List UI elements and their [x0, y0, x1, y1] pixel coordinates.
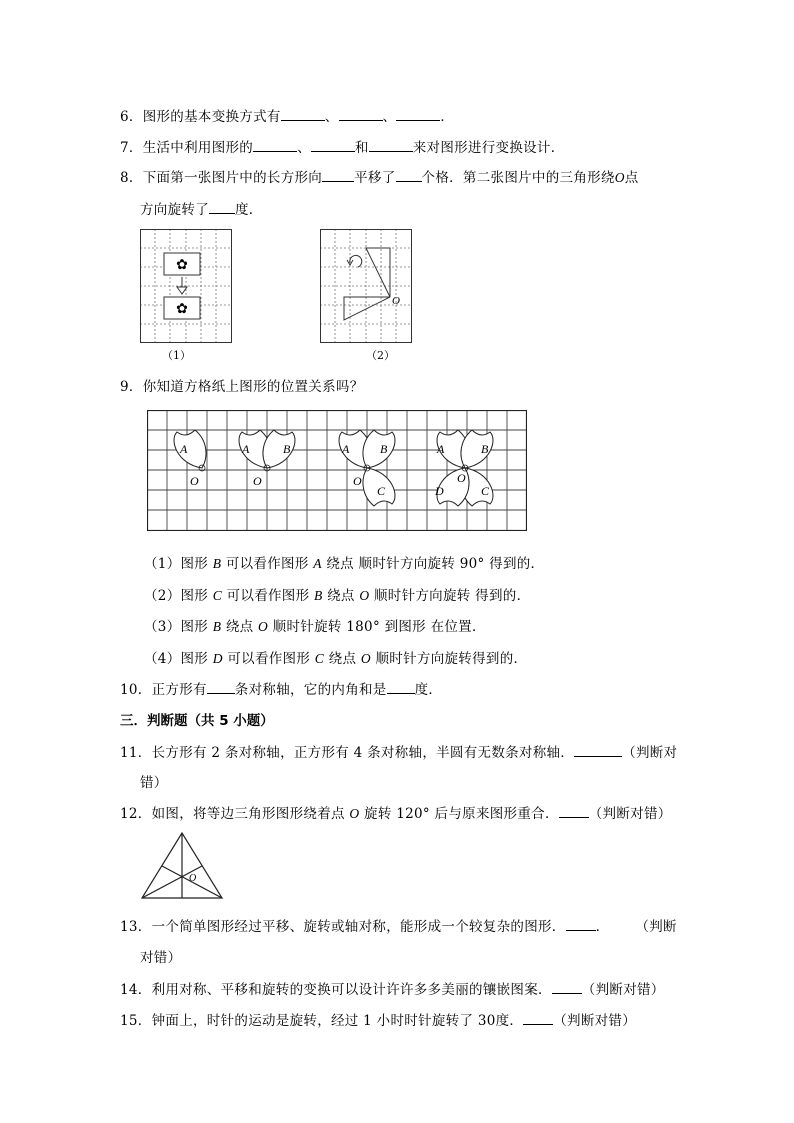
label-o: O: [353, 474, 362, 488]
label-b: B: [481, 442, 489, 456]
answer-blank[interactable]: [322, 169, 354, 182]
rotation-grid-figure: [320, 229, 412, 343]
figure-caption: （1）: [162, 349, 191, 362]
question-number: 13．: [120, 919, 152, 935]
answer-blank[interactable]: [552, 981, 582, 994]
question-9-sub-1: （1）图形 B 可以看作图形 A 绕点 顺时针方向旋转 90° 得到的．: [144, 556, 545, 572]
label-c: C: [481, 484, 490, 498]
translation-grid-figure: [140, 229, 232, 343]
svg-text:✿: ✿: [176, 301, 188, 317]
point-o-label: O: [189, 873, 197, 884]
question-number: 15．: [120, 1013, 152, 1029]
label-b: B: [283, 442, 291, 456]
question-9-sub-4: （4）图形 D 可以看作图形 C 绕点 O 顺时针方向旋转得到的．: [144, 651, 528, 667]
figure-caption: （2）: [366, 349, 395, 362]
point-o-label: O: [392, 295, 400, 307]
question-13: 13．一个简单图形经过平移、旋转或轴对称，能形成一个较复杂的图形． ． （判断: [120, 919, 677, 935]
answer-blank[interactable]: [209, 201, 235, 214]
answer-blank[interactable]: [207, 681, 235, 694]
question-12: 12．如图，将等边三角形图形绕着点 O 旋转 120° 后与原来图形重合． （判断对错）: [120, 806, 672, 822]
label-a: A: [342, 442, 350, 456]
question-9-sub-3: （3）图形 B 绕点 O 顺时针旋转 180° 到图形 在位置．: [144, 619, 486, 635]
question-number: 8．: [120, 170, 143, 186]
question-13-line2: 对错）: [140, 950, 182, 966]
label-a: A: [437, 442, 445, 456]
answer-blank[interactable]: [311, 139, 355, 152]
question-14: 14．利用对称、平移和旋转的变换可以设计许许多多美丽的镶嵌图案． （判断对错）: [120, 982, 665, 998]
answer-blank[interactable]: [253, 139, 297, 152]
question-8-line2: 方向旋转了 度．: [140, 202, 263, 218]
label-o: O: [457, 471, 466, 485]
question-number: 10．: [120, 682, 152, 698]
label-b: B: [380, 442, 388, 456]
question-number: 14．: [120, 982, 152, 998]
svg-text:✿: ✿: [176, 257, 188, 273]
label-a: A: [242, 442, 250, 456]
question-15: 15．钟面上，时针的运动是旋转，经过 1 小时时针旋转了 30度． （判断对错）: [120, 1013, 637, 1029]
question-10: 10．正方形有 条对称轴，它的内角和是 度．: [120, 682, 443, 698]
label-d: D: [435, 484, 444, 498]
label-o: O: [253, 474, 262, 488]
label-c: C: [377, 484, 386, 498]
question-number: 11．: [120, 745, 152, 761]
answer-blank[interactable]: [339, 108, 383, 121]
equilateral-triangle-figure: [140, 831, 224, 901]
label-a: A: [180, 442, 188, 456]
question-number: 12．: [120, 806, 152, 822]
question-9: 9．你知道方格纸上图形的位置关系吗？: [120, 379, 364, 395]
answer-blank[interactable]: [369, 139, 413, 152]
question-11-line2: 错）: [140, 775, 168, 791]
answer-blank[interactable]: [387, 681, 415, 694]
question-7: 7．生活中利用图形的 、 和 来对图形进行变换设计．: [120, 140, 565, 156]
answer-blank[interactable]: [523, 1012, 553, 1025]
answer-blank[interactable]: [281, 108, 325, 121]
answer-blank[interactable]: [396, 169, 422, 182]
question-9-sub-2: （2）图形 C 可以看作图形 B 绕点 O 顺时针方向旋转 得到的．: [144, 588, 531, 604]
answer-blank[interactable]: [559, 805, 589, 818]
label-o: O: [190, 474, 199, 488]
question-11: 11．长方形有 2 条对称轴，正方形有 4 条对称轴，半圆有无数条对称轴． （判断对: [120, 745, 678, 761]
section-title: 三．判断题（共 5 小题）: [120, 713, 274, 729]
question-6: 6．图形的基本变换方式有 、 、 ．: [120, 109, 455, 125]
answer-blank[interactable]: [396, 108, 440, 121]
flower-grid-figure: [147, 410, 527, 531]
question-number: 7．: [120, 140, 143, 156]
answer-blank[interactable]: [574, 744, 622, 757]
question-number: 6．: [120, 109, 143, 125]
question-8: 8．下面第一张图片中的长方形向 平移了 个格．第二张图片中的三角形绕O点: [120, 170, 639, 186]
answer-blank[interactable]: [566, 918, 596, 931]
question-number: 9．: [120, 379, 143, 395]
